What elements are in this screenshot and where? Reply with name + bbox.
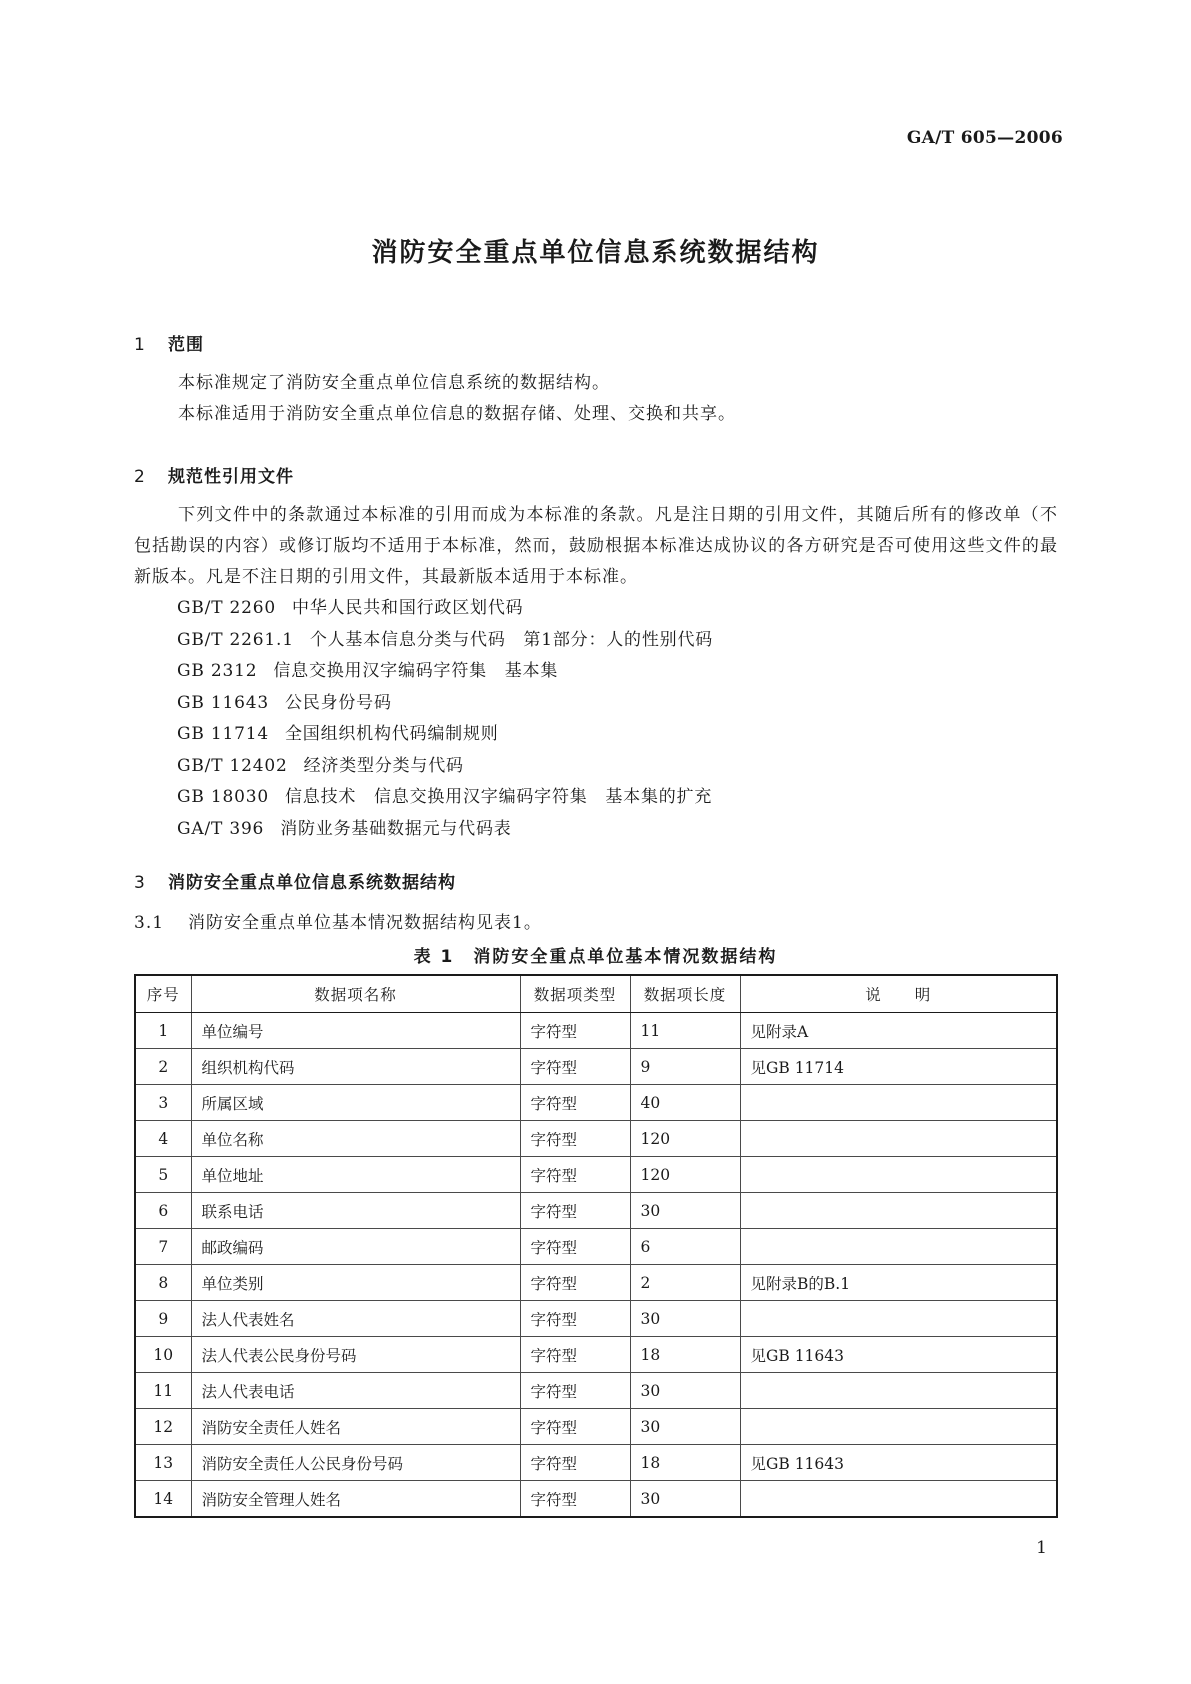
cell-index: 2 [135,1049,191,1085]
section-number: 2 [134,467,146,487]
cell-item-length: 11 [630,1013,740,1049]
reference-title: 信息技术 信息交换用汉字编码字符集 基本集的扩充 [284,787,713,807]
reference-code: GB 11714 [177,724,269,744]
cell-item-type: 字符型 [520,1193,630,1229]
reference-item [177,719,713,751]
cell-item-name: 单位地址 [191,1157,520,1193]
cell-note [740,1481,1057,1518]
table-body [135,1013,1057,1518]
reference-title: 个人基本信息分类与代码 第1部分：人的性别代码 [309,629,714,650]
cell-note: 见GB 11714 [740,1049,1057,1085]
cell-note [740,1409,1057,1445]
clause-3-1 [134,908,542,933]
reference-item [177,656,713,688]
clause-text: 消防安全重点单位基本情况数据结构见表1。 [188,913,542,933]
cell-note: 见GB 11643 [740,1337,1057,1373]
table-row [135,1229,1057,1265]
reference-item [177,814,713,846]
reference-title: 公民身份号码 [284,692,392,713]
cell-item-length: 30 [630,1481,740,1518]
reference-list [177,593,713,845]
table-caption: 表 1 消防安全重点单位基本情况数据结构 [413,947,778,967]
cell-item-length: 18 [630,1337,740,1373]
section-1-body [134,368,1058,430]
cell-item-length: 18 [630,1445,740,1481]
clause-number: 3.1 [134,913,165,933]
cell-item-type: 字符型 [520,1373,630,1409]
table-row [135,1445,1057,1481]
table-row [135,1157,1057,1193]
reference-item [177,625,713,657]
cell-item-type: 字符型 [520,1301,630,1337]
section-2-heading [134,462,294,487]
cell-item-type: 字符型 [520,1265,630,1301]
column-header: 数据项名称 [191,975,520,1013]
reference-title: 经济类型分类与代码 [303,755,464,776]
cell-index: 7 [135,1229,191,1265]
table-row [135,1373,1057,1409]
cell-item-length: 30 [630,1301,740,1337]
cell-index: 9 [135,1301,191,1337]
cell-item-length: 30 [630,1373,740,1409]
cell-index: 1 [135,1013,191,1049]
cell-item-name: 消防安全管理人姓名 [191,1481,520,1518]
column-header: 数据项类型 [520,975,630,1013]
reference-code: GB 11643 [177,692,269,713]
cell-item-name: 单位名称 [191,1121,520,1157]
cell-note [740,1193,1057,1229]
cell-item-type: 字符型 [520,1481,630,1518]
cell-item-type: 字符型 [520,1085,630,1121]
page-number: 1 [1036,1538,1047,1558]
section-title: 范围 [168,335,204,355]
table-row [135,1409,1057,1445]
table-row [135,1337,1057,1373]
cell-note: 见附录A [740,1013,1057,1049]
section-3-heading [134,868,456,893]
cell-note: 见GB 11643 [740,1445,1057,1481]
cell-item-type: 字符型 [520,1229,630,1265]
cell-item-length: 2 [630,1265,740,1301]
cell-item-name: 法人代表公民身份号码 [191,1337,520,1373]
section-title: 消防安全重点单位信息系统数据结构 [168,873,456,893]
cell-item-name: 邮政编码 [191,1229,520,1265]
column-header: 数据项长度 [630,975,740,1013]
cell-note [740,1229,1057,1265]
cell-item-name: 消防安全责任人姓名 [191,1409,520,1445]
cell-index: 8 [135,1265,191,1301]
cell-item-length: 9 [630,1049,740,1085]
section-number: 3 [134,873,146,893]
cell-note: 见附录B的B.1 [740,1265,1057,1301]
cell-item-type: 字符型 [520,1445,630,1481]
table-row [135,1193,1057,1229]
table-row [135,1481,1057,1518]
cell-item-name: 单位类别 [191,1265,520,1301]
cell-item-name: 法人代表电话 [191,1373,520,1409]
cell-item-length: 30 [630,1409,740,1445]
section-title: 规范性引用文件 [168,467,294,487]
cell-item-name: 所属区域 [191,1085,520,1121]
cell-item-type: 字符型 [520,1157,630,1193]
paragraph: 本标准适用于消防安全重点单位信息的数据存储、处理、交换和共享。 [178,404,736,424]
column-header: 说 明 [740,975,1057,1013]
cell-index: 11 [135,1373,191,1409]
table-row [135,1085,1057,1121]
section-number: 1 [134,335,146,355]
cell-index: 14 [135,1481,191,1518]
cell-item-name: 联系电话 [191,1193,520,1229]
section-1-heading [134,330,204,355]
cell-index: 4 [135,1121,191,1157]
cell-item-type: 字符型 [520,1049,630,1085]
table-row [135,1301,1057,1337]
cell-item-length: 120 [630,1157,740,1193]
section-2-intro: 下列文件中的条款通过本标准的引用而成为本标准的条款。凡是注日期的引用文件，其随后所有的修改单（不包括勘误的内容）或修订版均不适用于本标准，然而，鼓励根据本标准达成协议的各方研究是否可使用这些文件的最新版本。凡是不注日期的引用文件，其最新版本适用于本标准。 [134,505,1058,587]
cell-item-name: 法人代表姓名 [191,1301,520,1337]
cell-item-length: 30 [630,1193,740,1229]
reference-title: 信息交换用汉字编码字符集 基本集 [273,661,559,681]
cell-index: 13 [135,1445,191,1481]
cell-note [740,1085,1057,1121]
column-header: 序号 [135,975,191,1013]
reference-code: GA/T 396 [177,818,265,839]
reference-code: GB/T 12402 [177,755,288,776]
reference-code: GB 18030 [177,787,269,807]
table-row [135,1049,1057,1085]
document-title: 消防安全重点单位信息系统数据结构 [371,238,820,268]
paragraph: 本标准规定了消防安全重点单位信息系统的数据结构。 [178,373,610,393]
cell-item-type: 字符型 [520,1409,630,1445]
reference-item [177,782,713,814]
cell-note [740,1301,1057,1337]
data-structure-table [134,974,1058,1518]
cell-item-type: 字符型 [520,1013,630,1049]
cell-item-length: 120 [630,1121,740,1157]
cell-note [740,1373,1057,1409]
cell-note [740,1157,1057,1193]
cell-item-name: 单位编号 [191,1013,520,1049]
cell-index: 3 [135,1085,191,1121]
reference-title: 中华人民共和国行政区划代码 [292,598,524,618]
table-row [135,1265,1057,1301]
cell-item-length: 6 [630,1229,740,1265]
cell-index: 6 [135,1193,191,1229]
cell-item-type: 字符型 [520,1337,630,1373]
reference-code: GB/T 2261.1 [177,629,294,650]
cell-item-length: 40 [630,1085,740,1121]
cell-index: 5 [135,1157,191,1193]
cell-item-name: 组织机构代码 [191,1049,520,1085]
cell-index: 12 [135,1409,191,1445]
table-header-row [135,975,1057,1013]
reference-title: 消防业务基础数据元与代码表 [280,818,512,839]
reference-item [177,751,713,783]
reference-item [177,593,713,625]
reference-item [177,688,713,720]
cell-index: 10 [135,1337,191,1373]
reference-title: 全国组织机构代码编制规则 [284,724,499,744]
cell-item-type: 字符型 [520,1121,630,1157]
cell-item-name: 消防安全责任人公民身份号码 [191,1445,520,1481]
table-row [135,1121,1057,1157]
document-code: GA/T 605—2006 [906,128,1063,148]
reference-code: GB 2312 [177,661,258,681]
cell-note [740,1121,1057,1157]
reference-code: GB/T 2260 [177,598,277,618]
table-row [135,1013,1057,1049]
